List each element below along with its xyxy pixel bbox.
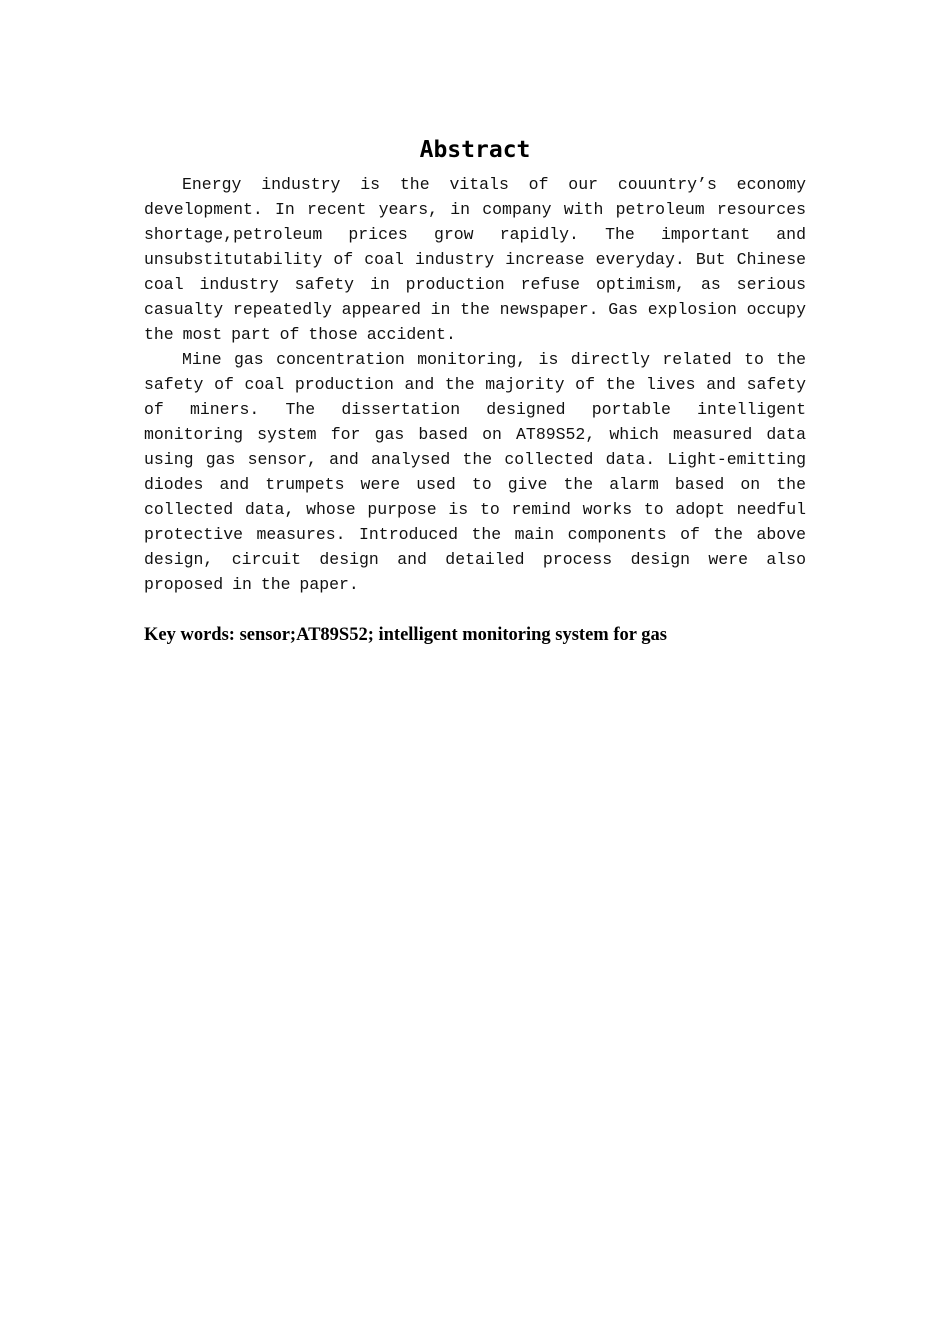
abstract-paragraph-1: Energy industry is the vitals of our couuntry’s economy development. In recent years, in company with petroleum resources shortage,petroleum prices grow rapidly. The important and unsubstitutability of coal industry increase everyday. But Chinese coal industry safety in production refuse optimism, as serious casualty repeatedly appeared in the newspaper. Gas explosion occupy the most part of those accident. [144, 175, 806, 344]
abstract-title: Abstract [419, 137, 531, 163]
abstract-section [144, 134, 806, 648]
abstract-paragraph-2: Mine gas concentration monitoring, is directly related to the safety of coal production and the majority of the lives and safety of miners. The dissertation designed portable intelligent monitoring system for gas based on AT89S52, which measured data using gas sensor, and analysed the collected data. Light-emitting diodes and trumpets were used to give the alarm based on the collected data, whose purpose is to remind works to adopt needful protective measures. Introduced the main components of the above design, circuit design and detailed process design were also proposed in the paper. [144, 350, 806, 594]
keywords-line: Key words: sensor;AT89S52; intelligent monitoring system for gas [144, 625, 667, 645]
